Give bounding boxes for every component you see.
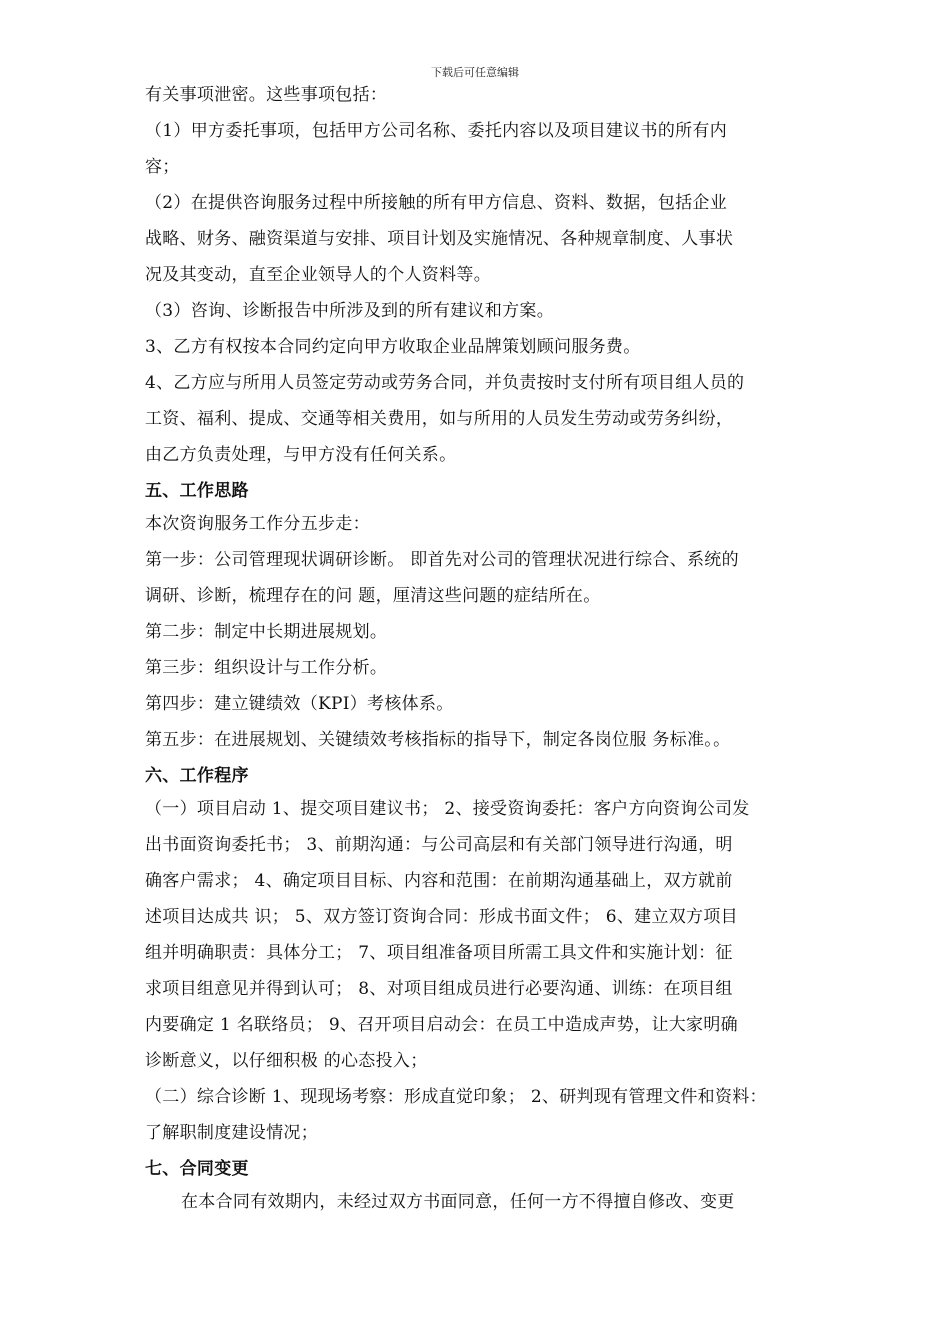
paragraph-line: 调研、诊断，梳理存在的问 题，厘清这些问题的症结所在。 — [145, 586, 601, 606]
paragraph-line: 确客户需求； 4、确定项目目标、内容和范围：在前期沟通基础上，双方就前 — [145, 871, 733, 891]
paragraph-line: 内要确定 1 名联络员； 9、召开项目启动会：在员工中造成声势，让大家明确 — [145, 1015, 738, 1035]
paragraph-line: （一）项目启动 1、提交项目建议书； 2、接受资询委托：客户方向资询公司发 — [145, 799, 750, 819]
paragraph-line: 出书面资询委托书； 3、前期沟通：与公司高层和有关部门领导进行沟通，明 — [145, 835, 733, 855]
paragraph-line: 述项目达成共 识； 5、双方签订资询合同：形成书面文件； 6、建立双方项目 — [145, 907, 738, 927]
paragraph-line: 第三步：组织设计与工作分析。 — [145, 658, 388, 678]
document-body — [145, 82, 810, 1216]
paragraph-line: （2）在提供咨询服务过程中所接触的所有甲方信息、资料、数据，包括企业 — [145, 193, 728, 213]
paragraph-line: （二）综合诊断 1、现现场考察：形成直觉印象； 2、研判现有管理文件和资料： — [145, 1087, 767, 1107]
section-heading: 七、合同变更 — [145, 1159, 249, 1179]
paragraph-line: 3、乙方有权按本合同约定向甲方收取企业品牌策划顾问服务费。 — [145, 337, 641, 357]
paragraph-line: 第五步：在进展规划、关键绩效考核指标的指导下，制定各岗位服 务标准。。 — [145, 730, 731, 750]
paragraph-line: 组并明确职责：具体分工； 7、项目组准备项目所需工具文件和实施计划：征 — [145, 943, 733, 963]
paragraph-line: （3）咨询、诊断报告中所涉及到的所有建议和方案。 — [145, 301, 555, 321]
section-heading: 六、工作程序 — [145, 766, 249, 786]
paragraph-line: 容； — [145, 157, 180, 177]
paragraph-line: 况及其变动，直至企业领导人的个人资料等。 — [145, 265, 491, 285]
page-header-note: 下载后可任意编辑 — [431, 66, 519, 79]
paragraph-line: 4、乙方应与所用人员签定劳动或劳务合同，并负责按时支付所有项目组人员的 — [145, 373, 745, 393]
paragraph-line: （1）甲方委托事项，包括甲方公司名称、委托内容以及项目建议书的所有内 — [145, 121, 728, 141]
paragraph-line: 了解职制度建设情况； — [145, 1123, 318, 1143]
section-heading: 五、工作思路 — [145, 481, 249, 501]
paragraph-line: 第二步：制定中长期进展规划。 — [145, 622, 388, 642]
paragraph-line: 工资、福利、提成、交通等相关费用，如与所用的人员发生劳动或劳务纠纷， — [145, 409, 734, 429]
paragraph-line: 第四步：建立键绩效（KPI）考核体系。 — [145, 694, 454, 714]
paragraph-line: 战略、财务、融资渠道与安排、项目计划及实施情况、各种规章制度、人事状 — [145, 229, 734, 249]
paragraph-line: 求项目组意见并得到认可； 8、对项目组成员进行必要沟通、训练：在项目组 — [145, 979, 733, 999]
paragraph-line: 诊断意义，以仔细积极 的心态投入； — [145, 1051, 428, 1071]
paragraph-line: 由乙方负责处理，与甲方没有任何关系。 — [145, 445, 457, 465]
paragraph-line: 有关事项泄密。这些事项包括： — [145, 85, 388, 105]
paragraph-line: 在本合同有效期内，未经过双方书面同意，任何一方不得擅自修改、变更 — [181, 1192, 735, 1212]
paragraph-line: 第一步：公司管理现状调研诊断。 即首先对公司的管理状况进行综合、系统的 — [145, 550, 739, 570]
paragraph-line: 本次资询服务工作分五步走： — [145, 514, 370, 534]
